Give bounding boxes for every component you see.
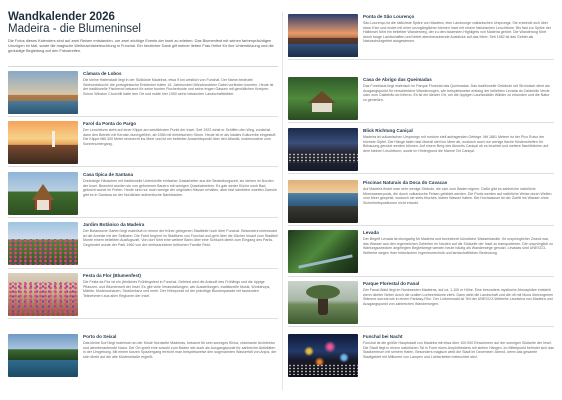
photo-farol-ponta-do-pargo: [8, 121, 78, 164]
entry-title: Casa típica de Santana: [83, 172, 134, 177]
roof-icon: [32, 184, 54, 200]
entry-title: Piscinas Naturais da Doca do Cavacas: [363, 180, 448, 185]
house-icon: [312, 103, 332, 112]
entry-porto-do-seixal: [8, 334, 278, 378]
divider: [8, 116, 278, 117]
entry-jardim-botanico: [8, 222, 278, 266]
divider: [8, 318, 278, 319]
water-channel: [298, 254, 352, 268]
intro-text: Die Fotos dieses Kalenders sind auf zwei Reisen entstanden, um zwei wichtige Events der Insel zu erleben: Das Blumenfest mit seinen farbenprächtigen Umzügen im Mai, sowie die magische Weihnachtsbeleuchtung in Funchal. Ein herzlicher Dank gilt meiner lieben Frau Heike für ihre Unterstützung und die geduldige Begleitung auf den Fotostreifen.: [8, 38, 274, 53]
entry-text: Die kleine Hafenstadt liegt in der Südküste Madeiras, etwa 9 km westlich von Funchal. Der Name bedeutet Seehundsbucht: die portugiesische Entdecker trafen 15. Jahrhundert Mönchsrobben Dabei vorfinden konnten. Heute ist der traditionelle Fischerort bekannt für seine bunten Fischerboote und seine engen Gassen mit gemütlichen Kneipen. Schon Winston Churchill hatte den Ort und malte hier 1950 seine bekannten Landschaftsbilder.: [83, 78, 274, 96]
header: [8, 11, 278, 36]
photo-levada: [288, 230, 358, 273]
entry-text: Funchal ist die größte Hauptstadt von Madeira mit etwa über 100.000 Einwohnern auf der sonnigen Südseite der Insel. Die Stadt liegt in einem natürlichen Tal in Form eines Amphitheaters mit steilen Hängen. Im Mittelpunkt befindet sich das Stadtzentrum mit seinem Hafen. Besonders magisch wirkt die Stadt im Dezember: Abend, wenn das gesamte Stadtgebiet mit Millionen von Lampen und Lichterketten beleuchtet wird.: [363, 341, 554, 359]
photo-ponta-sao-lourenco: [288, 14, 358, 57]
entry-parque-fanal: [288, 281, 554, 325]
entry-levada: [288, 230, 554, 274]
divider: [8, 268, 278, 269]
roof-icon: [308, 91, 336, 103]
photo-piscinas-naturais: [288, 180, 358, 223]
entry-text: Das Forsthaus liegt malerisch im Parque Florestal das Queimadas. Das traditionelle Gebäude mit Strohdach dient als Ausgangspunkt für verschiedene Wanderungen, wie beispielsweise entlang der beliebten Levada do Caldeirão Verde oder zum Caldeirão do Inferno. Es ist ein idealer Ort, um die üppigen Lauriswälder Wälder zu erkunden und die Natur zu genießen.: [363, 84, 550, 102]
divider: [288, 59, 554, 60]
divider: [8, 217, 278, 218]
entry-camara-de-lobos: [8, 71, 278, 115]
entry-title: Câmara de Lobos: [83, 71, 122, 76]
entry-casa-tipica-santana: [8, 172, 278, 216]
entry-piscinas-naturais: [288, 180, 554, 224]
photo-camara-de-lobos: [8, 71, 78, 114]
entry-text: Der Leuchtturm steht auf einer Klippe am westlichsten Punkt der Insel. Seit 1922 weist er Schiffen den Weg, zunächst dann den Betrieb mit Kerosin durchgeführt, ab 1958 mit elektrischem Strom. Heute ist er als lokales Kulturerbe eingestuft. Die Klippe fällt 300 Meter senkrecht ins Meer und ist ein beliebter Aussichtspunkt über den Atlantik, insbesondere zum Sonnenuntergang.: [83, 128, 277, 146]
entry-farol-ponta-do-pargo: [8, 121, 278, 165]
divider: [288, 173, 554, 174]
entry-text: Der Begriff Levada ist einzigartig für Madeira und bezeichnet künstliche Wasserkanäle. Ihr ursprünglicher Zweck war, das Wasser aus den regenreichen Gebieten im Norden auf die Südseite der Insel zu transportieren. Die ursprünglich zu Wartungszwecken angelegten Begleitwege werden heute häufig als Wanderwege genutzt. Levadas sind UNESCO-Welterbe wegen ihrer historischen Ingenieurtechnik und landschaftlichen Bedeutung.: [363, 237, 554, 255]
divider: [8, 66, 278, 67]
photo-casa-tipica-santana: [8, 172, 78, 215]
entry-festa-da-flor: [8, 273, 278, 317]
entry-title: Funchal bei Nacht: [363, 334, 403, 339]
page-subtitle: Madeira - die Blumeninsel: [8, 23, 141, 35]
entry-ponta-sao-lourenco: [288, 14, 554, 58]
page-title: Wandkalender 2026: [8, 11, 115, 23]
entry-title: Levada: [363, 230, 379, 235]
entry-title: Porto do Seixal: [83, 334, 117, 339]
lighthouse-icon: [52, 131, 55, 147]
entry-text: Der Botanische Garten liegt malerisch in einem der früher gelegenen Stadtteile hoch über Funchal. Besonders interessant ist die Anreise mit der Seilbahn. Die Fahrt beginnt im Stadtkern von Funchal und geht über die Dächer hinauf zum Stadtteil Monte einem beliebten Ausflugsziel. Von dort führt eine weitere Bahn über eine Schlucht direkt zum Eingang des Parks. Gegründet wurde der Park 1960 von der einflussreichen britischen Familie Reid.: [83, 229, 278, 247]
house-icon: [35, 200, 51, 210]
photo-parque-fanal: [288, 281, 358, 324]
photo-blick-canical: [288, 128, 358, 171]
entry-text: Dreieckige Häuschen mit traditionelle Unterkünfte einfacher Gastarbeiter aus der Besiedlungszeit, sie stehen im Norden der Insel. Bewohnt wurden sie von geborenen Bauern mit wenigen Quadratmetern. Es gab weder Küche noch Bad, gekocht wurde im Freien. Heute sind nur noch wenige der originalen Häuser erhalten, aber fast sämtliche zweiten Zwecke gibt es in Santana an der Nordküste authentische Nachbauten.: [83, 179, 277, 197]
entry-title: Jardim Botânico da Madeira: [83, 222, 145, 227]
entry-title: Parque Florestal do Fanal: [363, 281, 420, 286]
entry-title: Farol da Ponta do Pargo: [83, 121, 137, 126]
entry-blick-canical: [288, 128, 554, 172]
photo-funchal-bei-nacht: [288, 334, 358, 377]
photo-festa-da-flor: [8, 273, 78, 316]
entry-text: Das kleine Dorf liegt malerisch an der Küste Nordseite Madeiras, bekannt für sein sonniges Klima, charmante Architektur und atemberaubende Natur. Der Ort spielt eine sowohl zum Baden wie auch als Ausgangspunkt für zahlreiche Aktivitäten in der Umgebung. Mit einem kurzen Spaziergang erreicht man beispielsweise den sogenannten Wasserfall von Anjos, der sich direkt auf die alte Küstenstraße ergießt.: [83, 341, 277, 359]
divider: [288, 122, 554, 123]
entry-text: Madeira ist vulkanischen Ursprungs mit rundum steil aufragenden Gebirge. Mit 1861 Metern ist der Pico Ruivo der höchste Gipfel. Die Hänge fallen fast überall steil ins Meer ab, wodurch auch nur wenige flache Küstenstreifen für Bebauung genutzt werden können. Auf einem Berg des Akronits Caniçal ob es leuchtet und weitere Nachtfahrten auf dem kleinen Leuchtturm, sowie im Hintergrund die Marine Ort Caniçal.: [363, 135, 549, 153]
photo-porto-do-seixal: [8, 334, 78, 377]
divider: [288, 276, 554, 277]
entry-title: Casa de Abrigo das Queimadas: [363, 77, 432, 82]
entry-title: Blick Richtung Caniçal: [363, 128, 413, 133]
entry-funchal-bei-nacht: [288, 334, 554, 378]
tree-crown: [306, 285, 340, 299]
divider: [8, 166, 278, 167]
entry-text: São Lourenço ist die östlichste Spitze von Madeira, eine Landzunge vulkanischen Ursprungs. Sie erstreckt sich über etwa 9 km und endet mit einer unzugänglichen kleinen Insel mit einem historischen Leuchtturm. Bis fast zur Spitze der Halbinsel führt ein beliebter Wanderweg, der zu den bizarrsten Highlights von Madeira gehört. Die Wanderung führt durch karge Landschaften und bietet atemberaubende Ausblicke auf das Meer. Seit 1982 ist das Gebiet als Naturschutzgebiet ausgewiesen.: [363, 21, 551, 44]
entry-text: Die Festa da Flor ist ein jährliches Frühlingsfest in Funchal. Gefeiert wird die Ankunft des Frühlings und die üppige Pflanzen- und Blumenwelt der Insel. Es gibt viele Veranstaltungen, wie Ausstellungen, traditionelle Musik, Workshops, Märkte, Modenschauen, Straßentanz und mehr. Der Höhepunkt ist der prächtige Blumenparade mit tausenden Teilnehmern aus allen Regionen der Insel.: [83, 280, 271, 298]
entry-text: Der Fanal-Wald liegt im Nordwesten Madeiras, auf ca. 1.100 m Höhe. Eine besonders mystische Atmosphäre entsteht wenn dichter Nebel durch die uralten Lorbeerbäume zieht. Dann wirkt die Landschaft und die oft mit Moos überzogenen Stämme surreal wie in einem Fantasy-Film. Der Lorbeerwald ist Teil der UNESCO-Welterbe Laurisilva von Madeira und Ausgangspunkt von zahlreichen Wanderwegen.: [363, 288, 554, 306]
entry-title: Ponta de São Lourenço: [363, 14, 415, 19]
entry-text: Auf Madeira findet man sehr wenige Strände, die sich zum Baden eignen. Dafür gibt es zahlreiche natürliche Meerwasserpools, die durch vulkanische Felsen gebildet werden. Die Pools werden auf natürliche Weise durch Wellen vom Meer gespeist, wodurch sie stets frisches, klares Wasser haben. Bei Hochwasser ist der Zutritt ins Wasser ohne Sicherheitspositionen nicht erlaubt.: [363, 187, 552, 205]
photo-casa-abrigo-queimadas: [288, 77, 358, 120]
divider: [288, 326, 554, 327]
entry-title: Festa da Flor (Blumenfest): [83, 273, 141, 278]
column-divider: [282, 12, 283, 390]
photo-jardim-botanico: [8, 222, 78, 265]
entry-casa-abrigo-queimadas: [288, 77, 554, 121]
divider: [288, 225, 554, 226]
